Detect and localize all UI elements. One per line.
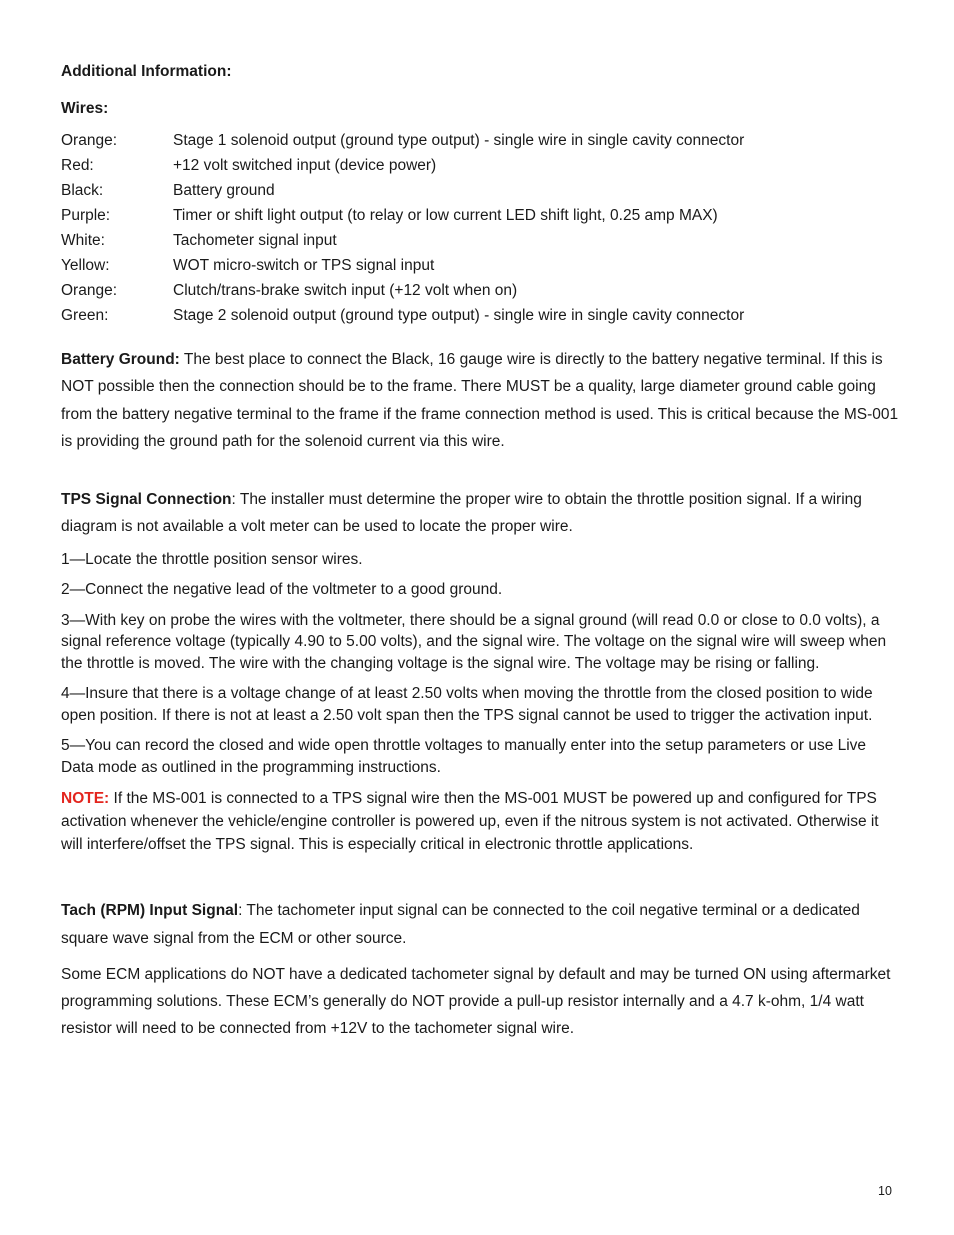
- wire-row: [61, 203, 901, 228]
- ecm-paragraph: Some ECM applications do NOT have a dedicated tachometer signal by default and may be turned ON using aftermarket programming solutions. These ECM’s generally do NOT provide a pull-up resistor internally and a 4.7 k-ohm, 1/4 watt resistor will need to be connected from +12V to the tachometer signal wire.: [61, 965, 891, 1038]
- tps-step: 4—Insure that there is a voltage change of at least 2.50 volts when moving the throttle from the closed position to wide open position. If there is not at least a 2.50 volt span then the TPS signal cannot be used to trigger the activation input.: [61, 685, 873, 724]
- wire-row: [61, 253, 901, 278]
- wire-description: Timer or shift light output (to relay or low current LED shift light, 0.25 amp MAX): [173, 207, 718, 224]
- battery-ground-text: The best place to connect the Black, 16 gauge wire is directly to the battery negative terminal. If this is NOT possible then the connection should be to the frame. There MUST be a quality, large diameter ground cable going from the battery negative terminal to the frame if the frame connection method is used. This is critical because the MS-001 is providing the ground path for the solenoid current via this wire.: [61, 351, 899, 450]
- tps-text: : The installer must determine the proper wire to obtain the throttle position signal. If a wiring diagram is not available a volt meter can be used to locate the proper wire.: [61, 491, 862, 536]
- wire-row: [61, 278, 901, 303]
- tps-step: 5—You can record the closed and wide open throttle voltages to manually enter into the setup parameters or use Live Data mode as outlined in the programming instructions.: [61, 737, 867, 776]
- wire-color: Yellow:: [61, 257, 110, 274]
- wire-description: Battery ground: [173, 182, 275, 199]
- wire-description: WOT micro-switch or TPS signal input: [173, 257, 435, 274]
- tps-paragraph: [61, 486, 901, 541]
- battery-ground-paragraph: [61, 346, 901, 455]
- tps-step: 3—With key on probe the wires with the voltmeter, there should be a signal ground (will read 0.0 or close to 0.0 volts), a signal reference voltage (typically 4.90 to 5.00 volts), and the signal wire. The voltage on the signal wire will sweep when the throttle is moved. The wire with the changing voltage is the signal wire. The voltage may be rising or falling.: [61, 611, 887, 672]
- wire-row: [61, 178, 901, 203]
- tps-steps: [61, 549, 901, 779]
- wire-row: [61, 153, 901, 178]
- tps-step: 2—Connect the negative lead of the voltmeter to a good ground.: [61, 581, 503, 599]
- wire-color: White:: [61, 232, 105, 249]
- wire-description: +12 volt switched input (device power): [173, 157, 437, 174]
- wire-color: Orange:: [61, 282, 118, 299]
- note-text: If the MS-001 is connected to a TPS signal wire then the MS-001 MUST be powered up and configured for TPS activation whenever the vehicle/engine controller is powered up, even if the nitrous system is not activated. Otherwise it will interfere/offset the TPS signal. This is especially critical in electronic throttle applications.: [61, 790, 879, 854]
- tach-paragraph: [61, 897, 901, 952]
- tach-label: Tach (RPM) Input Signal: [61, 902, 239, 920]
- additional-information-heading: Additional Information:: [61, 63, 232, 80]
- wire-row: [61, 228, 901, 253]
- wires-heading: Wires:: [61, 100, 109, 117]
- tps-label: TPS Signal Connection: [61, 491, 232, 509]
- note-label: NOTE:: [61, 790, 110, 808]
- wire-description: Clutch/trans-brake switch input (+12 volt when on): [173, 282, 518, 299]
- wire-description: Stage 2 solenoid output (ground type output) - single wire in single cavity connector: [173, 307, 745, 324]
- wire-description: Stage 1 solenoid output (ground type output) - single wire in single cavity connector: [173, 132, 745, 149]
- wire-description: Tachometer signal input: [173, 232, 337, 249]
- document-page: [61, 62, 901, 1043]
- wire-row: [61, 303, 901, 328]
- wire-color: Purple:: [61, 207, 111, 224]
- wires-table: [61, 128, 901, 328]
- page-number: 10: [878, 1184, 892, 1198]
- note-paragraph: [61, 787, 901, 856]
- wire-color: Black:: [61, 182, 104, 199]
- battery-ground-label: Battery Ground:: [61, 351, 180, 368]
- wire-color: Orange:: [61, 132, 118, 149]
- wire-color: Green:: [61, 307, 109, 324]
- wire-color: Red:: [61, 157, 94, 174]
- tps-step: 1—Locate the throttle position sensor wires.: [61, 550, 363, 568]
- tach-text: : The tachometer input signal can be connected to the coil negative terminal or a dedicated square wave signal from the ECM or other source.: [61, 902, 860, 947]
- wire-row: [61, 128, 901, 153]
